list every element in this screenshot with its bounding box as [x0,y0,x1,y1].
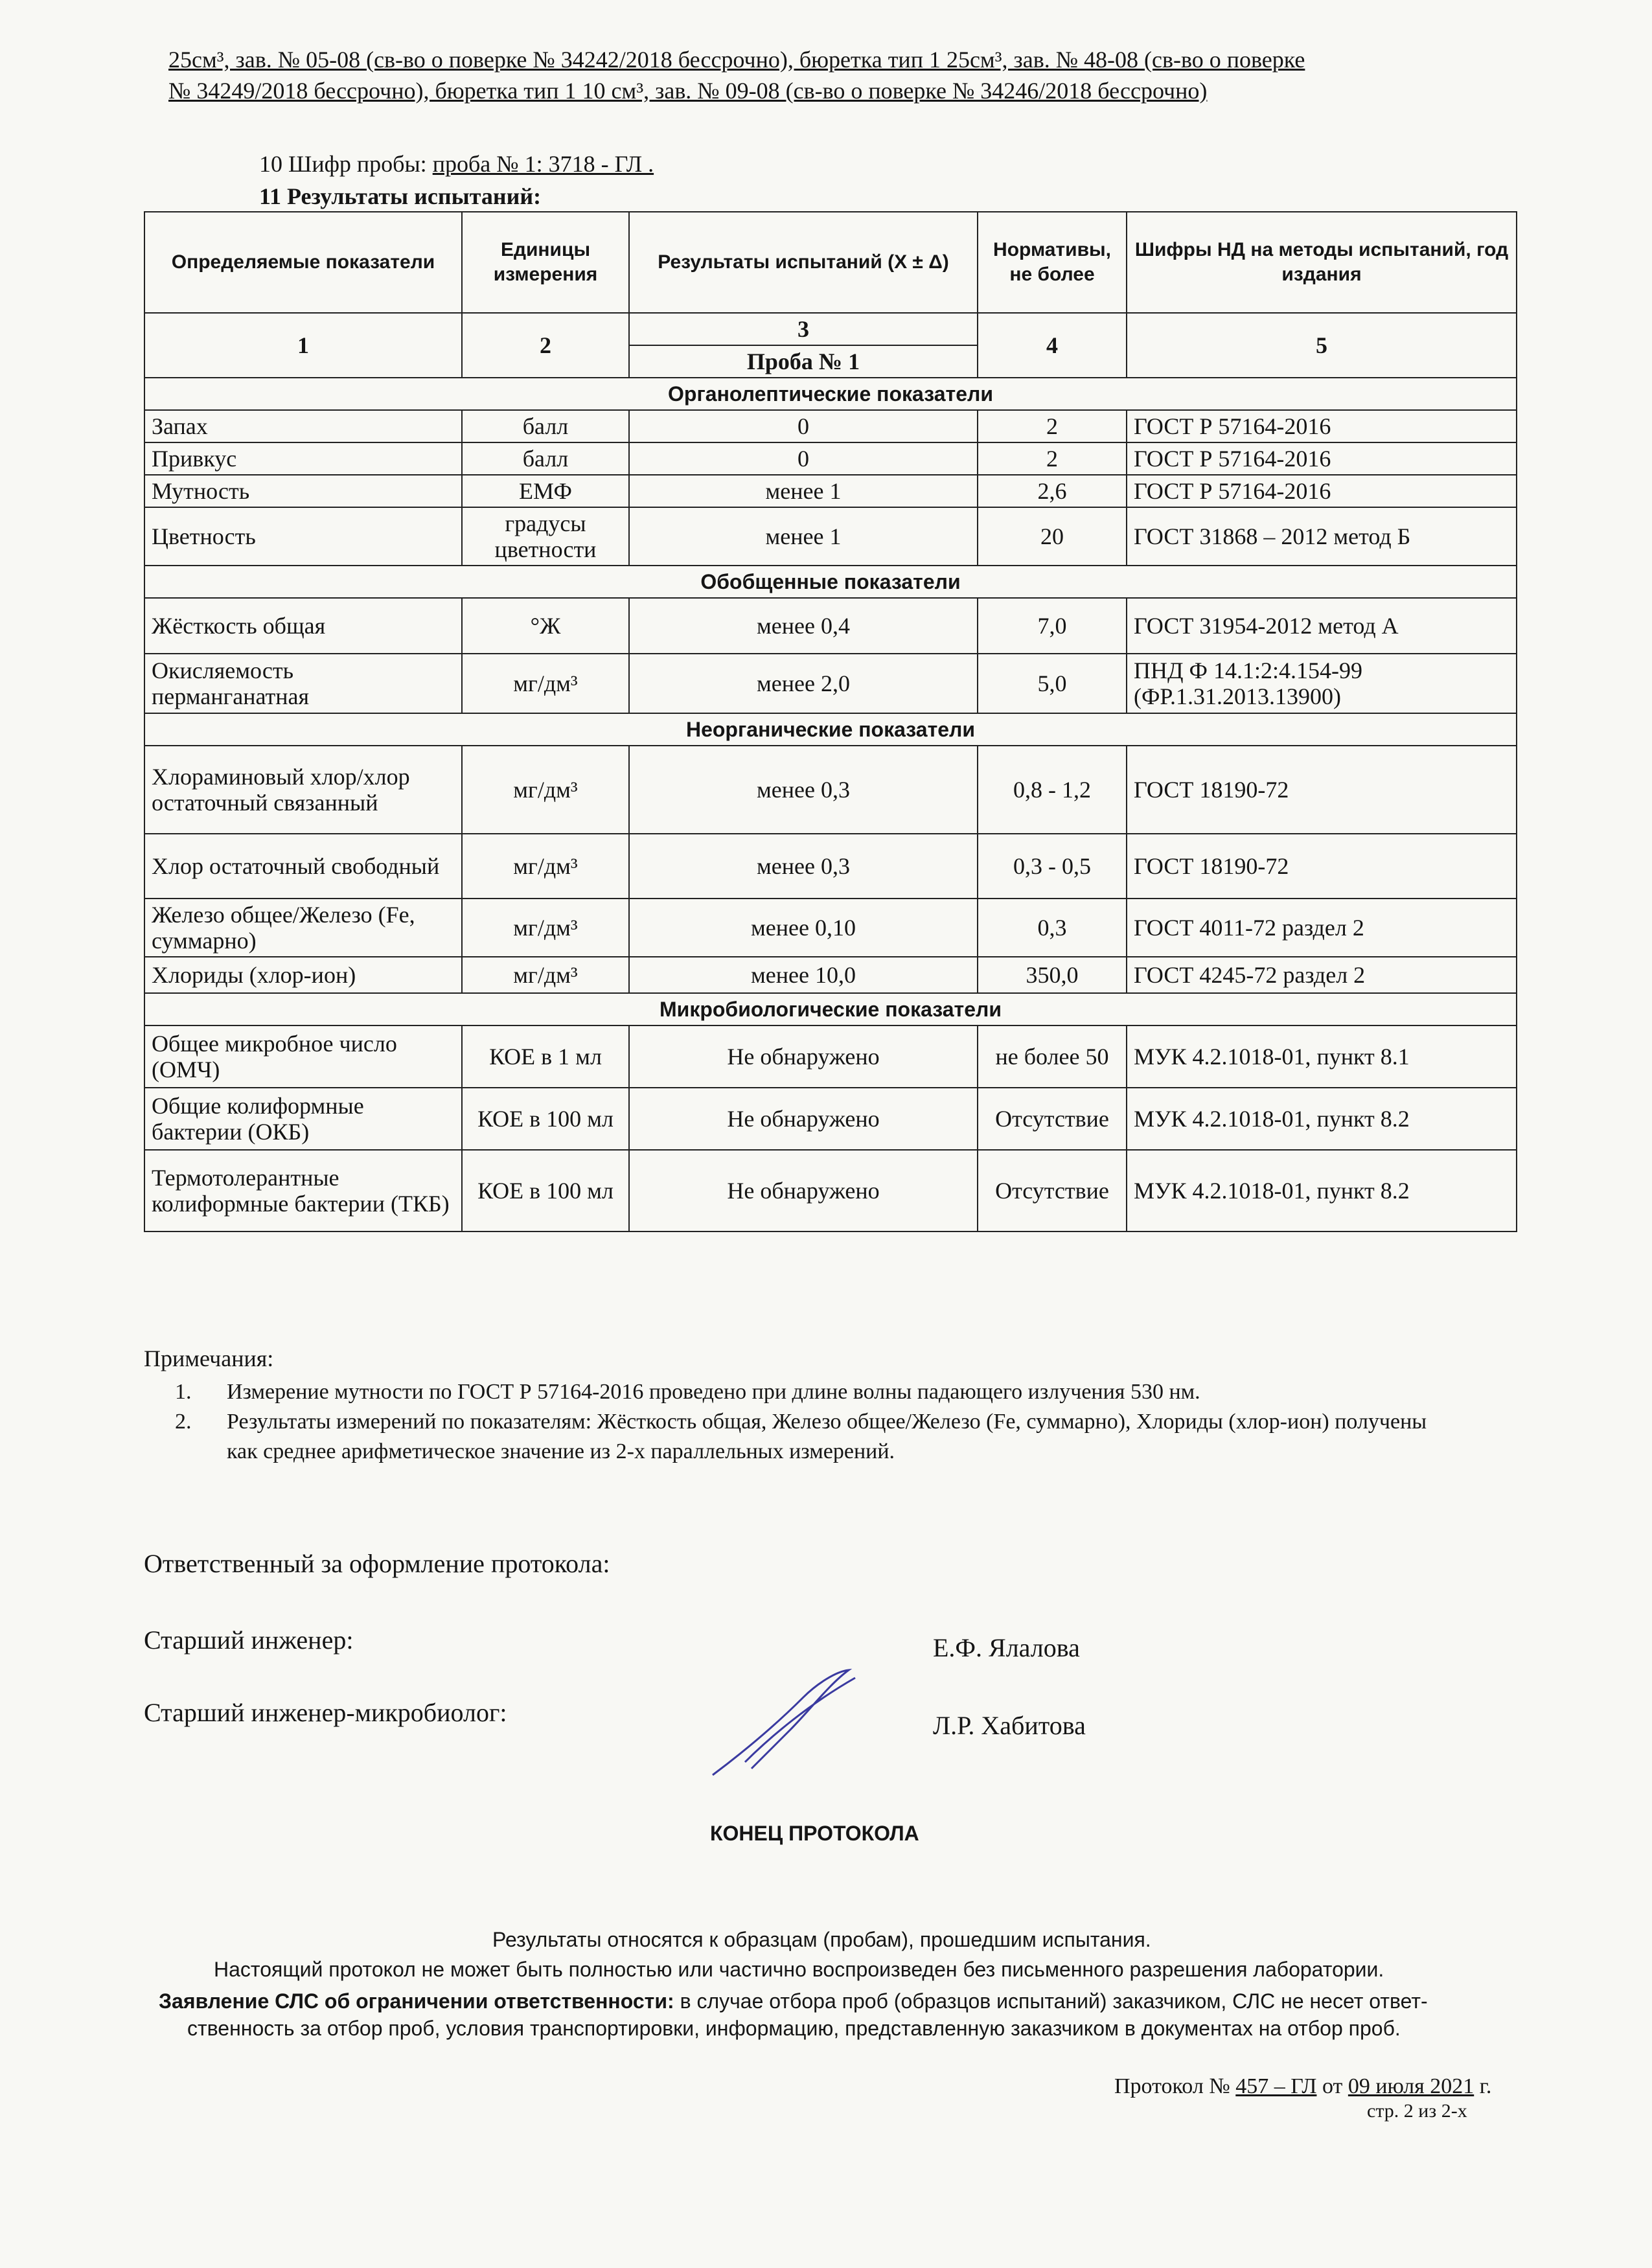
cell-norm: 2,6 [978,475,1127,507]
results-table [144,211,1517,1232]
position-microbiologist: Старший инженер-микробиолог: [144,1698,507,1727]
cell-norm: 350,0 [978,957,1127,993]
cell-method: МУК 4.2.1018-01, пункт 8.1 [1127,1025,1517,1088]
footer-reproduction-note: Настоящий протокол не может быть полностью или частично воспроизведен без письменного разрешения лаборатории. [214,1958,1384,1981]
col-number-5: 5 [1127,313,1517,378]
col-number-2: 2 [462,313,629,378]
cell-method: МУК 4.2.1018-01, пункт 8.2 [1127,1150,1517,1231]
header-result: Результаты испытаний (X ± Δ) [629,212,978,313]
header-method: Шифры НД на методы испытаний, год издания [1127,212,1517,313]
header-unit: Единицы измерения [462,212,629,313]
cell-norm: 2 [978,410,1127,442]
sample-code-label: 10 Шифр пробы: [259,151,427,177]
page-number: стр. 2 из 2-х [1367,2100,1467,2122]
cell-method: ГОСТ Р 57164-2016 [1127,410,1517,442]
cell-result: менее 1 [629,507,978,566]
cell-unit: мг/дм³ [462,899,629,957]
cell-method: ГОСТ Р 57164-2016 [1127,475,1517,507]
position-senior-engineer: Старший инженер: [144,1625,354,1655]
cell-indicator: Хлориды (хлор-ион) [144,957,462,993]
name-senior-engineer: Е.Ф. Ялалова [933,1633,1080,1662]
header-norm: Нормативы, не более [978,212,1127,313]
cell-result: менее 1 [629,475,978,507]
cell-norm: 0,8 - 1,2 [978,746,1127,834]
protocol-suffix: г. [1479,2074,1492,2098]
cell-method: МУК 4.2.1018-01, пункт 8.2 [1127,1088,1517,1150]
note-text: Результаты измерений по показателям: Жёсткость общая, Железо общее/Железо (Fe, суммарно), Хлориды (хлор-ион) получены как среднее арифметическое значение из 2-х параллельных измерений. [227,1410,1427,1463]
protocol-number: 457 – ГЛ [1235,2074,1317,2098]
responsible-label: Ответственный за оформление протокола: [144,1549,610,1578]
table-row [144,598,1517,654]
cell-method: ГОСТ 4011-72 раздел 2 [1127,899,1517,957]
section-header-row [144,378,1517,410]
cell-result: Не обнаружено [629,1025,978,1088]
table-header-row [144,212,1517,313]
section-title: Органолептические показатели [144,378,1517,410]
table-row [144,957,1517,993]
protocol-reference [1114,2074,1491,2099]
intro-text [168,44,1594,106]
cell-norm: Отсутствие [978,1088,1127,1150]
table-row [144,507,1517,566]
cell-norm: 7,0 [978,598,1127,654]
cell-method: ГОСТ 18190-72 [1127,746,1517,834]
cell-result: менее 0,10 [629,899,978,957]
cell-result: 0 [629,410,978,442]
notes-title: Примечания: [144,1346,274,1371]
section-title: Обобщенные показатели [144,566,1517,598]
cell-indicator: Мутность [144,475,462,507]
name-microbiologist: Л.Р. Хабитова [933,1711,1086,1740]
disclaimer-text: в случае отбора проб (образцов испытаний) заказчиком, СЛС не несет ответ- [680,1989,1428,2013]
protocol-date: 09 июля 2021 [1348,2074,1474,2098]
section-title: Неорганические показатели [144,713,1517,746]
cell-indicator: Цветность [144,507,462,566]
cell-unit: КОЕ в 100 мл [462,1088,629,1150]
handwritten-signature [700,1658,868,1788]
cell-result: менее 0,4 [629,598,978,654]
note-item [175,1377,1458,1407]
sample-label: Проба № 1 [629,345,978,378]
note-number: 1. [175,1380,192,1404]
section-header-row [144,566,1517,598]
table-row [144,1025,1517,1088]
disclaimer-text-continued: ственность за отбор проб, условия транспортировки, информацию, представленную заказчиком в документах на отбор проб. [187,2017,1401,2040]
cell-norm: 5,0 [978,654,1127,713]
cell-indicator: Запах [144,410,462,442]
cell-unit: ЕМФ [462,475,629,507]
cell-norm: 2 [978,442,1127,475]
results-title: 11 Результаты испытаний: [259,183,542,209]
cell-result: Не обнаружено [629,1088,978,1150]
cell-method: ГОСТ 18190-72 [1127,834,1517,899]
cell-norm: 0,3 [978,899,1127,957]
col-number-1: 1 [144,313,462,378]
header-indicator: Определяемые показатели [144,212,462,313]
cell-norm: 0,3 - 0,5 [978,834,1127,899]
section-title: Микробиологические показатели [144,993,1517,1025]
notes-list [175,1377,1458,1467]
cell-unit: мг/дм³ [462,654,629,713]
note-item [175,1407,1458,1467]
section-header-row [144,713,1517,746]
section-header-row [144,993,1517,1025]
cell-indicator: Привкус [144,442,462,475]
cell-unit: градусы цветности [462,507,629,566]
cell-method: ПНД Ф 14.1:2:4.154-99 (ФР.1.31.2013.13900) [1127,654,1517,713]
table-row [144,834,1517,899]
table-row [144,442,1517,475]
cell-indicator: Хлораминовый хлор/хлор остаточный связанный [144,746,462,834]
column-number-row [144,313,1517,345]
cell-indicator: Окисляемость перманганатная [144,654,462,713]
table-row [144,410,1517,442]
intro-line-2: № 34249/2018 бессрочно), бюретка тип 1 10 см³, зав. № 09-08 (св-во о поверке № 34246/2018 бессрочно) [168,78,1208,104]
cell-result: менее 2,0 [629,654,978,713]
cell-result: Не обнаружено [629,1150,978,1231]
cell-indicator: Железо общее/Железо (Fe, суммарно) [144,899,462,957]
cell-norm: не более 50 [978,1025,1127,1088]
col-number-4: 4 [978,313,1127,378]
intro-line-1: 25см³, зав. № 05-08 (св-во о поверке № 34242/2018 бессрочно), бюретка тип 1 25см³, зав. № 48-08 (св-во о поверке [168,47,1305,73]
sample-code-value: проба № 1: 3718 - ГЛ . [432,151,654,177]
cell-method: ГОСТ 4245-72 раздел 2 [1127,957,1517,993]
cell-result: 0 [629,442,978,475]
cell-norm: Отсутствие [978,1150,1127,1231]
cell-unit: мг/дм³ [462,746,629,834]
table-row [144,654,1517,713]
cell-unit: КОЕ в 1 мл [462,1025,629,1088]
sample-code [259,150,654,178]
cell-indicator: Жёсткость общая [144,598,462,654]
cell-result: менее 10,0 [629,957,978,993]
cell-method: ГОСТ 31954-2012 метод А [1127,598,1517,654]
cell-indicator: Хлор остаточный свободный [144,834,462,899]
cell-indicator: Общие колиформные бактерии (ОКБ) [144,1088,462,1150]
note-text: Измерение мутности по ГОСТ Р 57164-2016 проведено при длине волны падающего излучения 530 нм. [227,1380,1200,1404]
protocol-mid: от [1322,2074,1343,2098]
cell-indicator: Общее микробное число (ОМЧ) [144,1025,462,1088]
cell-method: ГОСТ Р 57164-2016 [1127,442,1517,475]
disclaimer-label: Заявление СЛС об ограничении ответственности: [159,1989,674,2013]
table-row [144,1088,1517,1150]
cell-unit: балл [462,410,629,442]
cell-norm: 20 [978,507,1127,566]
cell-unit: °Ж [462,598,629,654]
cell-unit: КОЕ в 100 мл [462,1150,629,1231]
cell-result: менее 0,3 [629,746,978,834]
cell-unit: мг/дм³ [462,957,629,993]
footer-disclaimer [159,1987,1532,2042]
table-row [144,746,1517,834]
footer-results-note: Результаты относятся к образцам (пробам), прошедшим испытания. [492,1928,1151,1951]
end-of-protocol: КОНЕЦ ПРОТОКОЛА [710,1822,919,1845]
table-row [144,475,1517,507]
cell-unit: мг/дм³ [462,834,629,899]
table-row [144,1150,1517,1231]
cell-method: ГОСТ 31868 – 2012 метод Б [1127,507,1517,566]
cell-unit: балл [462,442,629,475]
note-number: 2. [175,1410,192,1434]
protocol-prefix: Протокол № [1114,2074,1230,2098]
col-number-3: 3 [629,313,978,345]
table-row [144,899,1517,957]
cell-indicator: Термотолерантные колиформные бактерии (ТКБ) [144,1150,462,1231]
cell-result: менее 0,3 [629,834,978,899]
